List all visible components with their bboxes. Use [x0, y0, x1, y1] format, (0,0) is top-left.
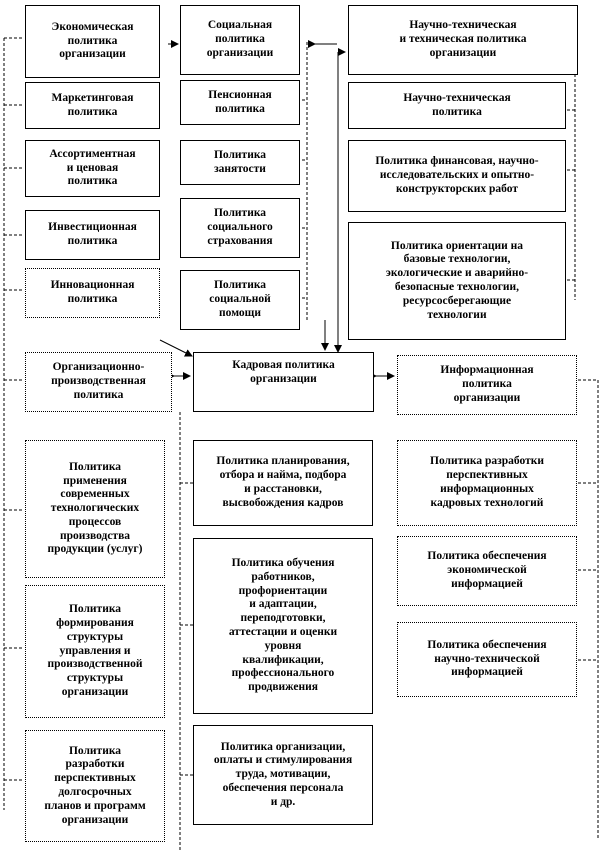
economic-policy-box: Экономическая политика организации [25, 5, 160, 78]
social-assistance-policy-box: Политика социальной помощи [180, 270, 300, 330]
financial-rnd-policy-box: Политика финансовая, научно- исследовательских и опытно- конструкторских работ [348, 140, 566, 212]
pension-policy-box: Пенсионная политика [180, 80, 300, 125]
planning-hiring-policy-box: Политика планирования, отбора и найма, подбора и расстановки, высвобождения кадров [193, 440, 373, 526]
employment-policy-box: Политика занятости [180, 140, 300, 185]
modern-tech-processes-policy-box: Политика применения современных технологических процессов производства продукции (услуг) [25, 440, 165, 578]
labor-organization-policy-box: Политика организации, оплаты и стимулирования труда, мотивации, обеспечения персонала и др. [193, 725, 373, 825]
innovation-policy-box: Инновационная политика [25, 268, 160, 318]
information-policy-box: Информационная политика организации [397, 355, 577, 415]
training-policy-box: Политика обучения работников, профориентации и адаптации, переподготовки, аттестации и оценки уровня квалификации, профессионального продвижения [193, 538, 373, 714]
assortment-price-policy-box: Ассортиментная и ценовая политика [25, 140, 160, 197]
sci-tech-sub-policy-box: Научно-техническая политика [348, 82, 566, 129]
structure-forming-policy-box: Политика формирования структуры управления и производственной структуры организации [25, 585, 165, 718]
long-term-plans-policy-box: Политика разработки перспективных долгосрочных планов и программ организации [25, 730, 165, 842]
sci-tech-info-policy-box: Политика обеспечения научно-технической информацией [397, 622, 577, 697]
base-tech-policy-box: Политика ориентации на базовые технологии, экологические и аварийно- безопасные технологии, ресурсосберегающие технологии [348, 222, 566, 340]
social-insurance-policy-box: Политика социального страхования [180, 198, 300, 258]
sci-tech-policy-box: Научно-техническая и техническая политика организации [348, 5, 578, 75]
economic-info-policy-box: Политика обеспечения экономической информацией [397, 536, 577, 606]
social-policy-box: Социальная политика организации [180, 5, 300, 75]
hr-tech-development-policy-box: Политика разработки перспективных информационных кадровых технологий [397, 440, 577, 526]
marketing-policy-box: Маркетинговая политика [25, 82, 160, 129]
hr-policy-box: Кадровая политика организации [193, 352, 374, 412]
org-production-policy-box: Организационно- производственная политика [25, 352, 172, 412]
investment-policy-box: Инвестиционная политика [25, 210, 160, 260]
